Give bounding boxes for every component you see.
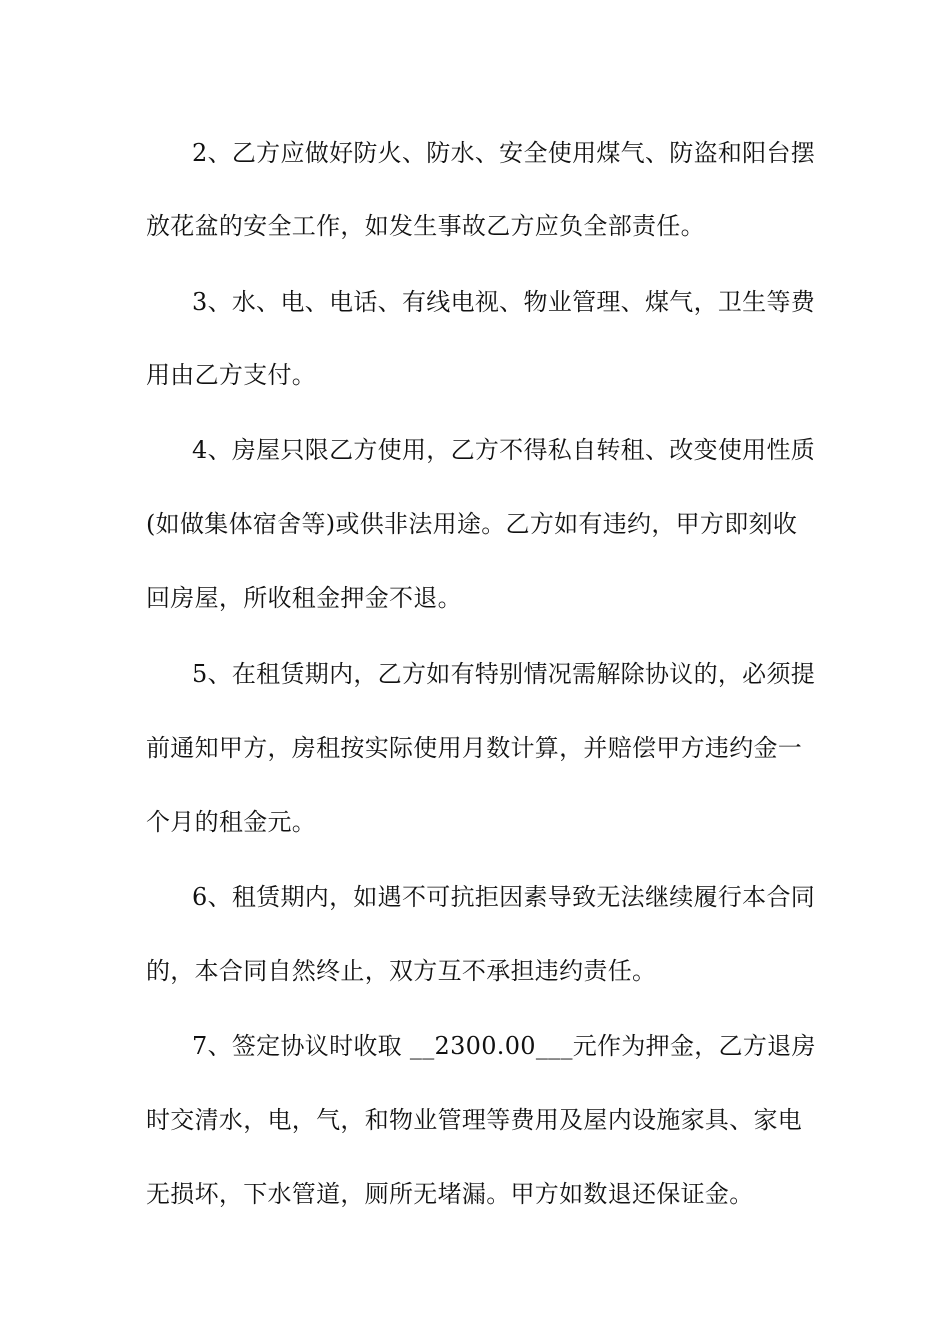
clause-5-line-1: 5、在租赁期内，乙方如有特别情况需解除协议的，必须提 [192,660,816,688]
clause-2-line-1: 2、乙方应做好防火、防水、安全使用煤气、防盗和阳台摆 [192,139,816,167]
clause-5-line-2: 前通知甲方，房租按实际使用月数计算，并赔偿甲方违约金一 [146,734,803,762]
clause-4-line-1: 4、房屋只限乙方使用，乙方不得私自转租、改变使用性质 [192,436,816,464]
clause-6-line-1: 6、租赁期内，如遇不可抗拒因素导致无法继续履行本合同 [192,883,816,911]
clause-4-line-2: (如做集体宿舍等)或供非法用途。乙方如有违约，甲方即刻收 [146,510,798,538]
clause-6-line-2: 的，本合同自然终止，双方互不承担违约责任。 [146,957,657,985]
clause-2-line-2: 放花盆的安全工作，如发生事故乙方应负全部责任。 [146,212,705,240]
clause-3-line-2: 用由乙方支付。 [146,361,317,389]
clause-3-line-1: 3、水、电、电话、有线电视、物业管理、煤气，卫生等费 [192,288,816,316]
clause-5-line-3: 个月的租金元。 [146,808,317,836]
clause-7-line-3: 无损坏，下水管道，厕所无堵漏。甲方如数退还保证金。 [146,1180,754,1208]
clause-7-line-2: 时交清水，电，气，和物业管理等费用及屋内设施家具、家电 [146,1106,803,1134]
clause-4-line-3: 回房屋，所收租金押金不退。 [146,584,462,612]
clause-7-line-1: 7、签定协议时收取 __2300.00___元作为押金，乙方退房 [192,1032,816,1060]
